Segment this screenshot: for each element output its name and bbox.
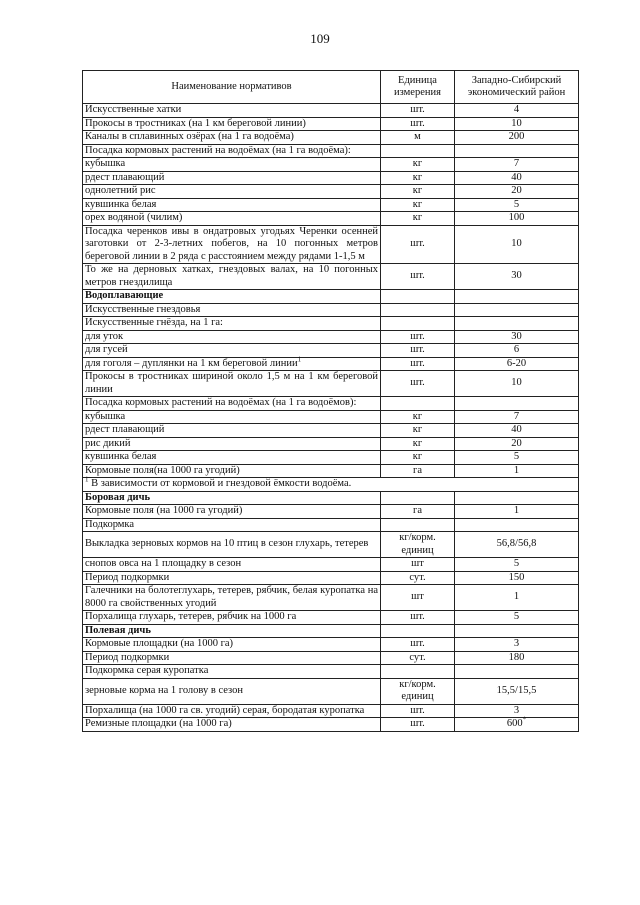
- unit-cell: шт.: [381, 117, 455, 131]
- unit-cell: кг: [381, 171, 455, 185]
- norm-name: Боровая дичь: [85, 491, 151, 503]
- norm-value: 3: [513, 704, 520, 716]
- table-row: [83, 665, 579, 679]
- norm-name: Подкормка: [85, 518, 135, 530]
- norm-name-cell: [83, 665, 381, 679]
- norm-name: Посадка кормовых растений на водоёмах (на 1 га водоёмов):: [85, 397, 357, 408]
- value-cell: [455, 678, 579, 704]
- unit-cell: [381, 290, 455, 304]
- table-row: [83, 704, 579, 718]
- norm-value: 40: [511, 171, 522, 183]
- value-cell: [455, 464, 579, 478]
- norm-name: рис дикий: [85, 437, 131, 449]
- unit-cell: кг: [381, 410, 455, 424]
- unit-cell: га: [381, 464, 455, 478]
- table-row: [83, 678, 579, 704]
- footnote-marker: 1: [85, 475, 89, 484]
- norm-name: Каналы в сплавинных озёрах (на 1 га водоёма): [85, 131, 294, 142]
- unit-cell: кг: [381, 451, 455, 465]
- norm-value: 1: [513, 505, 520, 516]
- norm-name-cell: [83, 558, 381, 572]
- norm-value: 6: [513, 344, 520, 355]
- norm-name: Полевая дичь: [85, 624, 151, 636]
- table-row: [83, 424, 579, 438]
- value-cell: [455, 518, 579, 532]
- norm-name-cell: [83, 410, 381, 424]
- unit-cell: кг: [381, 212, 455, 226]
- unit-cell: кг: [381, 185, 455, 199]
- value-cell: [455, 638, 579, 652]
- value-cell: [455, 532, 579, 558]
- value-cell: [455, 264, 579, 290]
- norm-value: 15,5/15,5: [496, 684, 537, 696]
- norm-value: 56,8/56,8: [496, 538, 537, 550]
- norm-name: Порхалища глухарь, тетерев, рябчик на 1000 га: [85, 611, 297, 622]
- table-row: [83, 330, 579, 344]
- norm-name-cell: [83, 371, 381, 397]
- norm-name-cell: [83, 585, 381, 611]
- table-row: [83, 144, 579, 158]
- unit-cell: сут.: [381, 571, 455, 585]
- footnote-cell: [83, 475, 579, 492]
- norm-value: 1: [513, 591, 520, 603]
- norm-name: Водоплавающие: [85, 290, 164, 301]
- norm-name-cell: [83, 212, 381, 226]
- table-row: [83, 611, 579, 625]
- norm-name: снопов овса на 1 площадку в сезон: [85, 558, 242, 569]
- table-row: [83, 464, 579, 478]
- norm-name-cell: [83, 185, 381, 199]
- value-cell: [455, 624, 579, 638]
- value-cell: [455, 704, 579, 718]
- table-row: [83, 344, 579, 358]
- table-row: [83, 185, 579, 199]
- unit-cell: [381, 144, 455, 158]
- norm-name-cell: [83, 303, 381, 317]
- norm-name: для уток: [85, 330, 124, 342]
- norm-name-cell: [83, 330, 381, 344]
- table-row: [83, 357, 579, 371]
- unit-cell: кг/корм. единиц: [381, 678, 455, 704]
- unit-cell: шт.: [381, 104, 455, 118]
- norm-name-cell: [83, 225, 381, 264]
- table-row: [83, 478, 579, 492]
- norm-value: 10: [511, 117, 522, 129]
- norm-value: 180: [508, 651, 525, 663]
- norm-name: Галечники на болотеглухарь, тетерев, рябчик, белая куропатка на 8000 га свойственных угодий: [85, 585, 378, 609]
- norm-name-cell: [83, 704, 381, 718]
- unit-cell: [381, 397, 455, 411]
- norm-name: Посадка кормовых растений на водоёмах (на 1 га водоёма):: [85, 144, 351, 156]
- norm-name: Прокосы в тростниках (на 1 км береговой линии): [85, 117, 306, 129]
- header-region: Западно-Сибирский экономический район: [455, 71, 579, 104]
- norm-name-cell: [83, 451, 381, 465]
- unit-cell: шт.: [381, 718, 455, 732]
- table-row: [83, 437, 579, 451]
- norm-name: Искусственные гнёзда, на 1 га:: [85, 317, 223, 328]
- value-cell: [455, 451, 579, 465]
- value-cell: [455, 665, 579, 679]
- norm-name: кубышка: [85, 158, 126, 169]
- value-cell: [455, 104, 579, 118]
- norm-name-cell: [83, 505, 381, 519]
- value-cell: [455, 344, 579, 358]
- norm-value: 10: [511, 238, 522, 249]
- value-cell: [455, 651, 579, 665]
- norm-name: Период подкормки: [85, 651, 170, 663]
- section-heading: [83, 624, 381, 638]
- norm-name: орех водяной (чилим): [85, 212, 183, 223]
- norm-name: рдест плавающий: [85, 171, 165, 183]
- value-cell: [455, 715, 579, 732]
- norm-value: 40: [511, 424, 522, 435]
- value-cell: [455, 317, 579, 331]
- norm-name-cell: [83, 638, 381, 652]
- norm-name-cell: [83, 357, 381, 371]
- table-body: [83, 104, 579, 732]
- table-row: [83, 558, 579, 572]
- norm-name-cell: [83, 424, 381, 438]
- unit-cell: шт.: [381, 638, 455, 652]
- norm-name-cell: [83, 144, 381, 158]
- norm-value: 30: [511, 270, 522, 282]
- value-cell: [455, 397, 579, 411]
- norm-name: Порхалища (на 1000 га св. угодий) серая, бородатая куропатка: [85, 704, 365, 716]
- unit-cell: кг: [381, 198, 455, 212]
- table-row: [83, 624, 579, 638]
- norm-name-cell: [83, 651, 381, 665]
- unit-cell: шт.: [381, 225, 455, 264]
- norm-value: 30: [511, 330, 522, 342]
- unit-cell: шт: [381, 558, 455, 572]
- unit-cell: шт.: [381, 344, 455, 358]
- norm-name: То же на дерновых хатках, гнездовых валах, на 10 погонных метров гнездилища: [85, 264, 378, 288]
- table-row: [83, 397, 579, 411]
- norm-value: 5: [513, 198, 520, 210]
- norm-name: Ремизные площадки (на 1000 га): [85, 718, 232, 729]
- norm-name: Искусственные хатки: [85, 104, 182, 115]
- norm-name: Период подкормки: [85, 571, 170, 583]
- value-cell: [455, 330, 579, 344]
- norms-table: [82, 70, 579, 732]
- table-row: [83, 532, 579, 558]
- value-cell: [455, 424, 579, 438]
- unit-cell: кг/корм. единиц: [381, 532, 455, 558]
- unit-cell: шт: [381, 585, 455, 611]
- norm-name-cell: [83, 117, 381, 131]
- value-cell: [455, 410, 579, 424]
- unit-cell: [381, 665, 455, 679]
- norm-value: 5: [513, 611, 520, 622]
- value-cell: [455, 212, 579, 226]
- table-row: [83, 104, 579, 118]
- norm-name: для гоголя – дуплянки на 1 км береговой линии: [85, 357, 298, 369]
- norm-name: Кормовые поля(на 1000 га угодий): [85, 464, 240, 476]
- table-row: [83, 212, 579, 226]
- norm-name-cell: [83, 131, 381, 145]
- value-cell: [455, 371, 579, 397]
- unit-cell: шт.: [381, 330, 455, 344]
- table-row: [83, 518, 579, 532]
- unit-cell: шт.: [381, 704, 455, 718]
- value-footnote-ref: *: [522, 715, 527, 724]
- table-row: [83, 651, 579, 665]
- norm-name-cell: [83, 198, 381, 212]
- table-row: [83, 491, 579, 505]
- value-cell: [455, 131, 579, 145]
- unit-cell: шт.: [381, 371, 455, 397]
- footnote-ref: 1: [297, 355, 302, 363]
- table-row: [83, 290, 579, 304]
- table-row: [83, 264, 579, 290]
- unit-cell: кг: [381, 424, 455, 438]
- norm-value: 600: [506, 718, 523, 729]
- table-row: [83, 317, 579, 331]
- unit-cell: [381, 518, 455, 532]
- value-cell: [455, 611, 579, 625]
- unit-cell: сут.: [381, 651, 455, 665]
- table-header-row: [83, 71, 579, 104]
- norm-name-cell: [83, 464, 381, 478]
- norm-value: 7: [513, 410, 520, 422]
- value-cell: [455, 171, 579, 185]
- table-row: [83, 158, 579, 172]
- norm-value: 1: [513, 464, 520, 476]
- header-unit: Единица измерения: [381, 71, 455, 104]
- norm-value: 6-20: [506, 357, 527, 369]
- norm-name: Посадка черенков ивы в ондатровых угодьях Черенки осенней заготовки от 2-3-летних побегов, на 10 погонных метров береговой линии в 2 ряда с расстоянием между рядами 1-1,5 м: [85, 225, 378, 262]
- table-row: [83, 505, 579, 519]
- norm-value: 20: [511, 437, 522, 449]
- value-cell: [455, 585, 579, 611]
- norm-name-cell: [83, 344, 381, 358]
- value-cell: [455, 558, 579, 572]
- value-cell: [455, 505, 579, 519]
- table-row: [83, 410, 579, 424]
- norm-name-cell: [83, 397, 381, 411]
- table-row: [83, 198, 579, 212]
- norm-name: Кормовые поля (на 1000 га угодий): [85, 505, 243, 516]
- page-number: 109: [310, 31, 330, 46]
- section-heading: [83, 491, 381, 505]
- table-row: [83, 638, 579, 652]
- norm-name-cell: [83, 611, 381, 625]
- unit-cell: га: [381, 505, 455, 519]
- unit-cell: кг: [381, 437, 455, 451]
- norm-name: кувшинка белая: [85, 198, 157, 210]
- norm-name: Кормовые площадки (на 1000 га): [85, 638, 234, 649]
- unit-cell: м: [381, 131, 455, 145]
- unit-cell: шт.: [381, 264, 455, 290]
- norm-value: 200: [508, 131, 525, 142]
- header-name: Наименование нормативов: [83, 71, 381, 104]
- unit-cell: кг: [381, 158, 455, 172]
- norm-value: 5: [513, 451, 520, 462]
- unit-cell: [381, 303, 455, 317]
- norm-name: для гусей: [85, 344, 128, 355]
- value-cell: [455, 571, 579, 585]
- norm-value: 7: [513, 158, 520, 169]
- table-row: [83, 171, 579, 185]
- section-heading: [83, 290, 381, 304]
- unit-cell: [381, 491, 455, 505]
- norm-name-cell: [83, 104, 381, 118]
- norm-name-cell: [83, 317, 381, 331]
- value-cell: [455, 117, 579, 131]
- value-cell: [455, 144, 579, 158]
- norm-name: Прокосы в тростниках шириной около 1,5 м на 1 км береговой линии: [85, 371, 378, 395]
- value-cell: [455, 158, 579, 172]
- norm-name-cell: [83, 158, 381, 172]
- norm-name: однолетний рис: [85, 185, 156, 196]
- norm-name-cell: [83, 532, 381, 558]
- table-row: [83, 303, 579, 317]
- value-cell: [455, 357, 579, 371]
- norm-name-cell: [83, 264, 381, 290]
- table-row: [83, 585, 579, 611]
- norm-name-cell: [83, 678, 381, 704]
- unit-cell: [381, 317, 455, 331]
- norm-name-cell: [83, 571, 381, 585]
- norm-value: 150: [508, 571, 525, 583]
- table-row: [83, 117, 579, 131]
- norm-name: кубышка: [85, 410, 126, 422]
- table-row: [83, 451, 579, 465]
- norm-value: 20: [511, 185, 522, 196]
- norm-value: 3: [513, 638, 520, 649]
- table-row: [83, 225, 579, 264]
- table-row: [83, 718, 579, 732]
- unit-cell: [381, 624, 455, 638]
- value-cell: [455, 198, 579, 212]
- value-cell: [455, 491, 579, 505]
- norm-name-cell: [83, 437, 381, 451]
- norm-name: кувшинка белая: [85, 451, 157, 462]
- norm-name: Выкладка зерновых кормов на 10 птиц в сезон глухарь, тетерев: [85, 538, 369, 550]
- unit-cell: шт.: [381, 357, 455, 371]
- table-row: [83, 571, 579, 585]
- norm-name: зерновые корма на 1 голову в сезон: [85, 684, 244, 696]
- norm-name: Искусственные гнездовья: [85, 303, 201, 315]
- value-cell: [455, 437, 579, 451]
- norm-value: 5: [513, 558, 520, 569]
- norm-value: 10: [511, 377, 522, 389]
- unit-cell: шт.: [381, 611, 455, 625]
- value-cell: [455, 185, 579, 199]
- value-cell: [455, 290, 579, 304]
- norm-value: 100: [508, 212, 525, 223]
- norm-name: рдест плавающий: [85, 424, 165, 435]
- footnote-text: В зависимости от кормовой и гнездовой ёмкости водоёма.: [88, 478, 352, 489]
- norm-name-cell: [83, 171, 381, 185]
- norm-name-cell: [83, 518, 381, 532]
- norm-name: Подкормка серая куропатка: [85, 665, 209, 676]
- table-row: [83, 371, 579, 397]
- value-cell: [455, 303, 579, 317]
- table-row: [83, 131, 579, 145]
- norm-name-cell: [83, 718, 381, 732]
- value-cell: [455, 225, 579, 264]
- norm-value: 4: [513, 104, 520, 115]
